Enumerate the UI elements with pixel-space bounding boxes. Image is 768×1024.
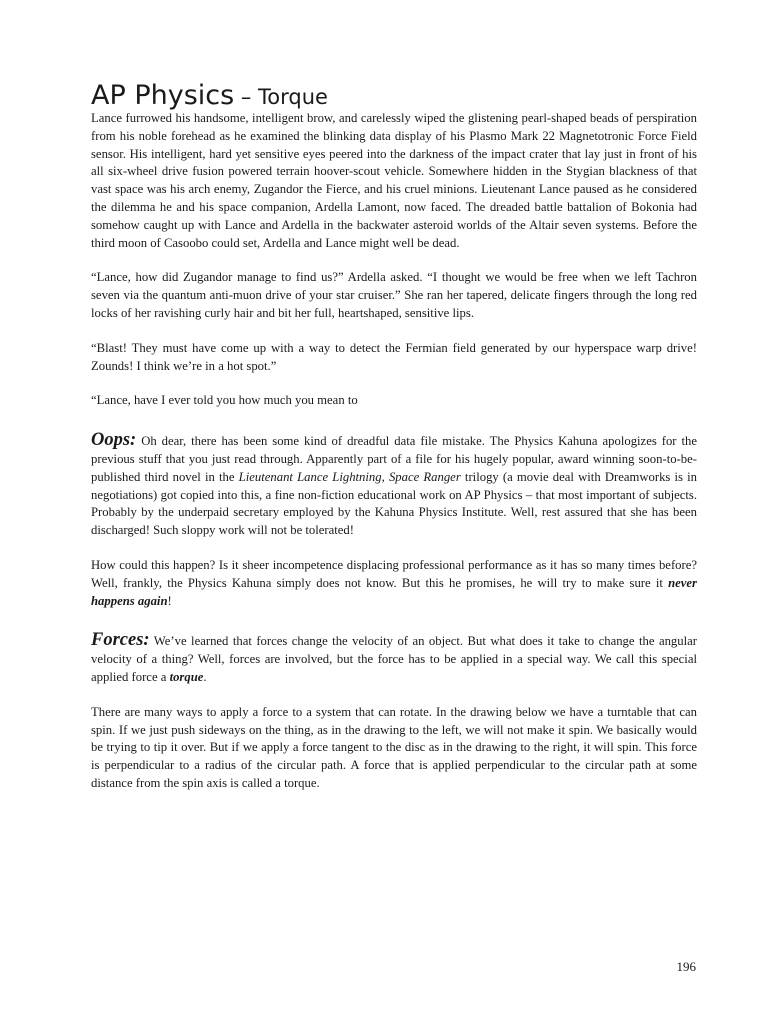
title-main: AP Physics xyxy=(91,80,235,111)
oops-paragraph-2 xyxy=(91,557,697,610)
story-paragraph-2: “Lance, how did Zugandor manage to find us?” Ardella asked. “I thought we would be free when we left Tachron seven via the quantum anti-muon drive of your star cruiser.” She ran her tapered, delicate fingers through the long red locks of her ravishing curly hair and bit her full, heartshaped, sensitive lips. xyxy=(91,270,697,320)
novel-title: Lieutenant Lance Lightning, Space Ranger xyxy=(238,469,461,484)
page-title xyxy=(91,74,697,110)
torque-term: torque xyxy=(169,669,204,684)
forces-heading: Forces: xyxy=(91,630,150,651)
forces-text-1: We’ve learned that forces change the velocity of an object. But what does it take to change the angular velocity of a thing? Well, forces are involved, but the force has to be applied in a special way. We call this special applied force a xyxy=(91,634,697,684)
document-page xyxy=(91,74,697,793)
forces-paragraph xyxy=(91,632,697,686)
oops-paragraph xyxy=(91,432,697,540)
story-paragraph-4: “Lance, have I ever told you how much you mean to xyxy=(91,393,358,408)
oops-heading: Oops: xyxy=(91,430,137,451)
oops-para2-text: How could this happen? Is it sheer incompetence displacing professional performance as it has so many times before? Well, frankly, the Physics Kahuna simply does not know. But this he promises, he will try to make sure it xyxy=(91,557,697,590)
oops-text-2: trilogy (a movie deal with Dreamworks is in negotiations) got copied into this, a fine non-fiction educational work on AP Physics – that most important of subjects. Probably by the underpaid secretary employed by the Kahuna Physics Institute. Well, rest assured that she has been discharged! Such sloppy work will not be tolerated! xyxy=(91,469,698,538)
oops-text-1: Oh dear, there has been some kind of dreadful data file mistake. The Physics Kahuna apologizes for the previous stuff that you just read through. Apparently part of a file for his hugely popular, award winning soon-to-be-published third novel in the xyxy=(91,434,697,484)
title-separator: – xyxy=(234,85,259,109)
forces-paragraph-2: There are many ways to apply a force to a system that can rotate. In the drawing below we have a turntable that can spin. If we just push sideways on the thing, as in the drawing to the left, we will not make it spin. We basically would be trying to tip it over. But if we apply a force tangent to the disc as in the drawing to the right, it will spin. This force is perpendicular to a radius of the circular path. A force that is applied perpendicular to the circular path at some distance from the spin axis is called a torque. xyxy=(91,704,697,790)
page-number: 196 xyxy=(676,959,696,974)
title-sub: Torque xyxy=(258,85,328,109)
oops-para2-end: ! xyxy=(167,593,172,608)
forces-text-2: . xyxy=(203,669,207,684)
story-paragraph-1: Lance furrowed his handsome, intelligent brow, and carelessly wiped the glistening pearl-shaped beads of perspiration from his noble forehead as he examined the blinking data display of his Plasmo Mark 22 Magnetotronic Force Field sensor. His intelligent, hard yet sensitive eyes peered into the darkness of the impact crater that lay just in front of his all six-wheel drive fusion powered terrain hoover-scout vehicle. Somewhere hidden in the Stygian blackness of that vast space was his arch enemy, Zugandor the Fierce, and his cruel minions. Lieutenant Lance paused as he considered the dilemma he and his space companion, Ardella Lamont, now faced. The dreaded battle battalion of Bokonia had somehow caught up with Lance and Ardella in the backwater asteroid worlds of the Altair seven systems. Before the third moon of Casoobo could set, Ardella and Lance might well be dead. xyxy=(91,111,697,250)
oops-para2-emphasis: never happens again xyxy=(91,575,697,608)
story-paragraph-3: “Blast! They must have come up with a way to detect the Fermian field generated by our hyperspace warp drive! Zounds! I think we’re in a hot spot.” xyxy=(91,340,697,373)
